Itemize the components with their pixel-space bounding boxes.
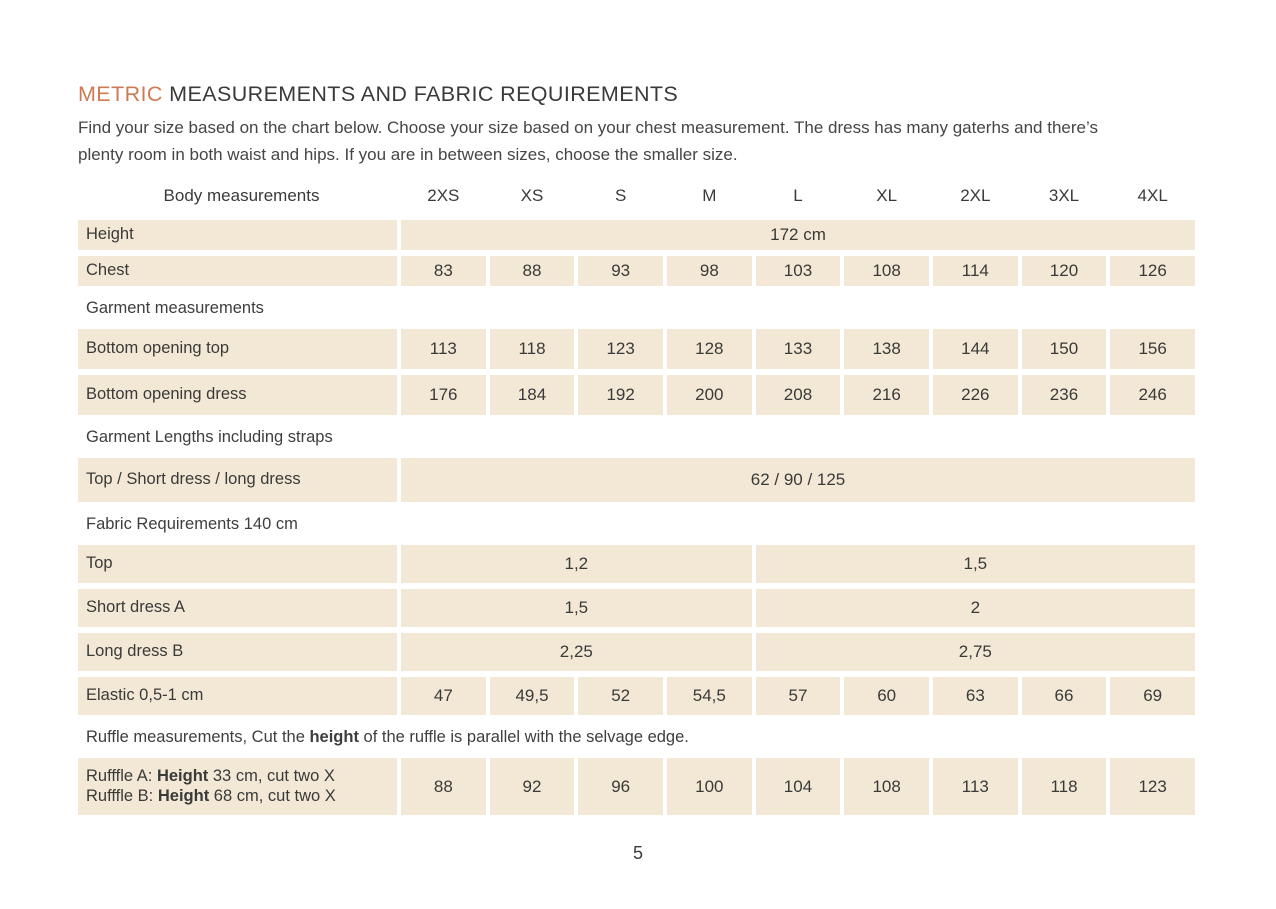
cell-value: 156 <box>1110 329 1195 369</box>
cell-value: 216 <box>844 375 929 415</box>
section-label: Garment measurements <box>86 299 264 317</box>
cell-value: 126 <box>1110 256 1195 286</box>
cell-value: 83 <box>401 256 486 286</box>
table-row <box>78 589 1195 627</box>
cell-value: 98 <box>667 256 752 286</box>
table-header-label: Body measurements <box>163 186 320 205</box>
cell-value: 66 <box>1022 677 1107 715</box>
cell-value: 114 <box>933 256 1018 286</box>
cell-value: 60 <box>844 677 929 715</box>
page-title <box>78 82 1195 107</box>
cell-value: 62 / 90 / 125 <box>401 458 1195 502</box>
row-label: Elastic 0,5-1 cm <box>78 677 397 715</box>
table-row <box>78 633 1195 671</box>
table-row <box>78 677 1195 715</box>
page-title-rest: MEASUREMENTS AND FABRIC REQUIREMENTS <box>162 82 679 106</box>
size-column-header: 4XL <box>1137 186 1168 205</box>
table-row <box>78 545 1195 583</box>
size-column-header: L <box>793 186 803 205</box>
row-label: Bottom opening top <box>78 329 397 369</box>
row-label: Long dress B <box>78 633 397 671</box>
row-label: Short dress A <box>78 589 397 627</box>
cell-value: 150 <box>1022 329 1107 369</box>
section-label: Fabric Requirements 140 cm <box>86 515 298 533</box>
size-column-header: 2XL <box>960 186 991 205</box>
cell-value: 1,5 <box>401 589 752 627</box>
cell-value: 49,5 <box>490 677 575 715</box>
cell-value: 57 <box>756 677 841 715</box>
cell-value: 1,2 <box>401 545 752 583</box>
table-row <box>78 220 1195 250</box>
cell-value: 52 <box>578 677 663 715</box>
cell-value: 246 <box>1110 375 1195 415</box>
cell-value: 2,75 <box>756 633 1195 671</box>
measurement-table <box>78 220 1195 815</box>
section-label: Garment Lengths including straps <box>86 428 333 446</box>
size-column-header: XL <box>876 186 898 205</box>
cell-value: 184 <box>490 375 575 415</box>
cell-value: 69 <box>1110 677 1195 715</box>
cell-value: 88 <box>401 758 486 815</box>
intro-line-1: Find your size based on the chart below. Choose your size based on your chest measurement. The dress has many gaterhs and there’s <box>78 118 1098 137</box>
intro-line-2: plenty room in both waist and hips. If you are in between sizes, choose the smaller size. <box>78 145 738 164</box>
cell-value: 123 <box>1110 758 1195 815</box>
cell-value: 113 <box>401 329 486 369</box>
row-label: Bottom opening dress <box>78 375 397 415</box>
cell-value: 104 <box>756 758 841 815</box>
size-column-header: 3XL <box>1048 186 1080 205</box>
row-label: Height <box>78 220 397 250</box>
table-row <box>78 375 1195 415</box>
cell-value: 2 <box>756 589 1195 627</box>
cell-value: 113 <box>933 758 1018 815</box>
cell-value: 176 <box>401 375 486 415</box>
cell-value: 47 <box>401 677 486 715</box>
cell-value: 1,5 <box>756 545 1195 583</box>
cell-value: 88 <box>490 256 575 286</box>
cell-value: 108 <box>844 758 929 815</box>
row-label: Top <box>78 545 397 583</box>
cell-value: 118 <box>1022 758 1107 815</box>
cell-value: 96 <box>578 758 663 815</box>
row-label: Top / Short dress / long dress <box>78 458 397 502</box>
table-row <box>78 329 1195 369</box>
cell-value: 200 <box>667 375 752 415</box>
page-title-highlight: METRIC <box>78 82 163 106</box>
size-column-header: M <box>702 186 717 205</box>
row-label: Rufffle A: Height 33 cm, cut two X Rufffle B: Height 68 cm, cut two X <box>78 758 397 815</box>
cell-value: 103 <box>756 256 841 286</box>
table-row <box>78 458 1195 502</box>
table-header-row <box>78 181 1195 211</box>
cell-value: 54,5 <box>667 677 752 715</box>
table-row <box>78 758 1195 815</box>
cell-value: 208 <box>756 375 841 415</box>
cell-value: 138 <box>844 329 929 369</box>
cell-value: 133 <box>756 329 841 369</box>
cell-value: 100 <box>667 758 752 815</box>
cell-value: 123 <box>578 329 663 369</box>
section-label: Ruffle measurements, Cut the height of the ruffle is parallel with the selvage edge. <box>86 728 689 746</box>
page-number: 5 <box>632 843 643 863</box>
page-content <box>78 82 1195 821</box>
size-column-header: 2XS <box>427 186 460 205</box>
cell-value: 120 <box>1022 256 1107 286</box>
size-column-header: S <box>614 186 627 205</box>
cell-value: 192 <box>578 375 663 415</box>
cell-value: 93 <box>578 256 663 286</box>
cell-value: 92 <box>490 758 575 815</box>
cell-value: 128 <box>667 329 752 369</box>
cell-value: 144 <box>933 329 1018 369</box>
cell-value: 236 <box>1022 375 1107 415</box>
row-label: Chest <box>78 256 397 286</box>
cell-value: 63 <box>933 677 1018 715</box>
cell-value: 172 cm <box>401 220 1195 250</box>
cell-value: 226 <box>933 375 1018 415</box>
cell-value: 2,25 <box>401 633 752 671</box>
intro-paragraph <box>78 114 1195 168</box>
size-column-header: XS <box>520 186 544 205</box>
table-row <box>78 256 1195 286</box>
cell-value: 108 <box>844 256 929 286</box>
cell-value: 118 <box>490 329 575 369</box>
